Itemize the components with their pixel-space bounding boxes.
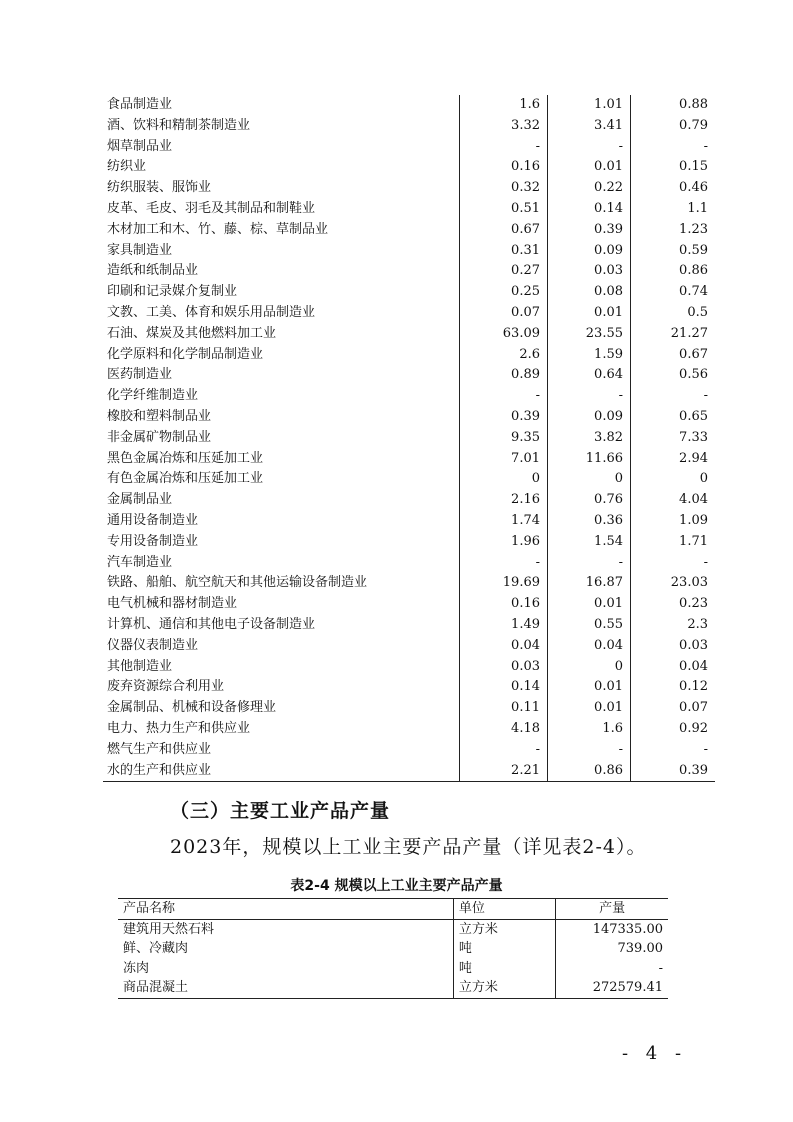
value-col3: 0.03 [631, 636, 716, 657]
value-col1: 0.89 [460, 365, 548, 386]
value-col1: 2.21 [460, 761, 548, 782]
value-col2: 0.01 [548, 677, 631, 698]
value-col3: 0.56 [631, 365, 716, 386]
product-name: 冻肉 [123, 960, 150, 976]
value-col2: 0.39 [548, 220, 631, 241]
table-row [103, 345, 715, 366]
industry-name: 有色金属冶炼和压延加工业 [107, 471, 264, 487]
industry-table-body [103, 95, 715, 782]
industry-name: 水的生产和供应业 [103, 761, 460, 782]
product-quantity: 739.00 [556, 939, 668, 959]
table-row [103, 407, 715, 428]
value-col3: 0.79 [631, 116, 716, 137]
section-heading: （三）主要工业产品产量 [170, 800, 391, 822]
value-col2: - [548, 740, 631, 761]
value-col1: 1.74 [460, 511, 548, 532]
industry-name: 石油、煤炭及其他燃料加工业 [107, 325, 277, 341]
industry-name: 废弃资源综合利用业 [107, 679, 225, 695]
industry-name: 家具制造业 [107, 242, 173, 258]
product-table-body [118, 919, 668, 998]
value-col3: 0.86 [631, 261, 716, 282]
product-name: 建筑用天然石料 [123, 921, 215, 937]
value-col2: 0.55 [548, 615, 631, 636]
value-col1: - [460, 553, 548, 574]
product-quantity: 272579.41 [556, 978, 668, 998]
value-col1: 2.6 [460, 345, 548, 366]
table-row [103, 199, 715, 220]
table-row [103, 511, 715, 532]
value-col1: 0.51 [460, 199, 548, 220]
value-col1: 1.96 [460, 532, 548, 553]
value-col3: 0 [631, 469, 716, 490]
value-col1: 9.35 [460, 428, 548, 449]
value-col2: 1.54 [548, 532, 631, 553]
industry-name: 木材加工和木、竹、藤、棕、草制品业 [107, 221, 329, 237]
industry-table [103, 95, 715, 782]
table-row [103, 178, 715, 199]
header-quantity: 产量 [556, 899, 668, 920]
industry-name: 仪器仪表制造业 [107, 637, 199, 653]
value-col2: 0.09 [548, 241, 631, 262]
product-table [118, 898, 668, 999]
product-unit: 立方米 [453, 978, 555, 998]
industry-name: 烟草制品业 [107, 138, 173, 154]
value-col2: 1.59 [548, 345, 631, 366]
value-col2: 0.08 [548, 282, 631, 303]
value-col2: 1.6 [548, 719, 631, 740]
value-col3: 0.12 [631, 677, 716, 698]
table-row [103, 282, 715, 303]
value-col1: 0.03 [460, 657, 548, 678]
industry-name: 文教、工美、体育和娱乐用品制造业 [107, 304, 316, 320]
value-col1: 0.04 [460, 636, 548, 657]
industry-name: 汽车制造业 [107, 554, 173, 570]
industry-name: 计算机、通信和其他电子设备制造业 [107, 616, 316, 632]
industry-name: 专用设备制造业 [107, 533, 199, 549]
value-col1: 0.07 [460, 303, 548, 324]
industry-name: 金属制品、机械和设备修理业 [107, 700, 277, 716]
value-col3: 1.09 [631, 511, 716, 532]
value-col1: - [460, 386, 548, 407]
value-col3: 0.65 [631, 407, 716, 428]
table-row [103, 594, 715, 615]
table-row [103, 449, 715, 470]
value-col1: 0.14 [460, 677, 548, 698]
product-unit: 吨 [453, 939, 555, 959]
value-col3: 2.3 [631, 615, 716, 636]
value-col1: 0.16 [460, 594, 548, 615]
industry-name: 皮革、毛皮、羽毛及其制品和制鞋业 [107, 200, 316, 216]
table-row [103, 95, 715, 116]
table-row [103, 157, 715, 178]
table-row [118, 959, 668, 979]
table-row [118, 919, 668, 939]
value-col2: 0.14 [548, 199, 631, 220]
industry-name: 燃气生产和供应业 [107, 741, 212, 757]
table-row [103, 636, 715, 657]
industry-name: 非金属矿物制品业 [107, 429, 212, 445]
industry-name: 金属制品业 [107, 492, 173, 508]
value-col1: 0.11 [460, 698, 548, 719]
table-row [103, 386, 715, 407]
value-col1: 1.49 [460, 615, 548, 636]
product-quantity: 147335.00 [556, 919, 668, 939]
value-col3: 21.27 [631, 324, 716, 345]
industry-name: 电气机械和器材制造业 [107, 596, 238, 612]
table-row [103, 719, 715, 740]
value-col3: 0.39 [631, 761, 716, 782]
value-col1: 0.27 [460, 261, 548, 282]
industry-name: 橡胶和塑料制品业 [107, 408, 212, 424]
value-col1: 0 [460, 469, 548, 490]
value-col3: - [631, 386, 716, 407]
industry-name: 纺织服装、服饰业 [107, 180, 212, 196]
value-col3: - [631, 137, 716, 158]
value-col1: 4.18 [460, 719, 548, 740]
table-row [103, 532, 715, 553]
value-col2: 0.01 [548, 157, 631, 178]
product-unit: 吨 [453, 959, 555, 979]
value-col1: - [460, 740, 548, 761]
value-col3: 0.67 [631, 345, 716, 366]
value-col3: - [631, 740, 716, 761]
industry-name: 纺织业 [107, 159, 147, 175]
value-col2: 0.04 [548, 636, 631, 657]
value-col2: 11.66 [548, 449, 631, 470]
industry-name: 酒、饮料和精制茶制造业 [107, 117, 251, 133]
value-col2: 0.01 [548, 698, 631, 719]
value-col1: 0.39 [460, 407, 548, 428]
value-col1: 19.69 [460, 573, 548, 594]
value-col2: 0.22 [548, 178, 631, 199]
header-product-name: 产品名称 [118, 899, 453, 920]
product-unit: 立方米 [453, 919, 555, 939]
table-caption: 表2-4 规模以上工业主要产品产量 [290, 878, 503, 894]
value-col3: 0.15 [631, 157, 716, 178]
table-row [103, 365, 715, 386]
value-col2: 0.76 [548, 490, 631, 511]
value-col1: 0.25 [460, 282, 548, 303]
table-row [103, 137, 715, 158]
industry-name: 通用设备制造业 [107, 512, 199, 528]
value-col1: 63.09 [460, 324, 548, 345]
table-row [103, 241, 715, 262]
table-row [103, 573, 715, 594]
value-col3: 0.04 [631, 657, 716, 678]
industry-name: 印刷和记录媒介复制业 [107, 284, 238, 300]
table-row [103, 740, 715, 761]
table-row [103, 490, 715, 511]
value-col2: 3.82 [548, 428, 631, 449]
product-quantity: - [556, 959, 668, 979]
industry-name: 化学原料和化学制品制造业 [107, 346, 264, 362]
industry-name: 化学纤维制造业 [107, 388, 199, 404]
value-col2: 0.36 [548, 511, 631, 532]
value-col2: 1.01 [548, 95, 631, 116]
table-row [103, 303, 715, 324]
value-col2: 0.01 [548, 303, 631, 324]
table-row [103, 615, 715, 636]
value-col2: 16.87 [548, 573, 631, 594]
value-col2: - [548, 553, 631, 574]
value-col2: - [548, 386, 631, 407]
value-col3: 0.07 [631, 698, 716, 719]
value-col2: - [548, 137, 631, 158]
value-col2: 3.41 [548, 116, 631, 137]
value-col3: 1.23 [631, 220, 716, 241]
table-row [103, 220, 715, 241]
industry-name: 电力、热力生产和供应业 [107, 720, 251, 736]
value-col1: 2.16 [460, 490, 548, 511]
table-row [118, 978, 668, 998]
value-col3: 0.92 [631, 719, 716, 740]
product-name: 商品混凝土 [118, 978, 453, 998]
table-row [118, 939, 668, 959]
value-col2: 0 [548, 657, 631, 678]
value-col1: 7.01 [460, 449, 548, 470]
table-row [103, 324, 715, 345]
value-col3: 0.46 [631, 178, 716, 199]
value-col2: 0.86 [548, 761, 631, 782]
value-col3: 0.88 [631, 95, 716, 116]
value-col3: 1.71 [631, 532, 716, 553]
value-col3: 0.74 [631, 282, 716, 303]
product-table-header-row [118, 899, 668, 920]
value-col3: 2.94 [631, 449, 716, 470]
value-col3: 0.23 [631, 594, 716, 615]
value-col2: 0.09 [548, 407, 631, 428]
table-row [103, 261, 715, 282]
value-col2: 23.55 [548, 324, 631, 345]
value-col1: 1.6 [460, 95, 548, 116]
industry-name: 铁路、船舶、航空航天和其他运输设备制造业 [107, 575, 368, 591]
table-row [103, 657, 715, 678]
value-col3: - [631, 553, 716, 574]
industry-name: 其他制造业 [107, 658, 173, 674]
value-col2: 0.01 [548, 594, 631, 615]
industry-name: 医药制造业 [107, 367, 173, 383]
table-row [103, 553, 715, 574]
value-col2: 0.64 [548, 365, 631, 386]
value-col3: 4.04 [631, 490, 716, 511]
value-col1: 0.67 [460, 220, 548, 241]
value-col2: 0.03 [548, 261, 631, 282]
industry-name: 造纸和纸制品业 [107, 263, 199, 279]
table-row [103, 761, 715, 782]
value-col3: 1.1 [631, 199, 716, 220]
table-row [103, 428, 715, 449]
value-col1: 0.32 [460, 178, 548, 199]
product-name: 鲜、冷藏肉 [123, 941, 189, 956]
table-row [103, 116, 715, 137]
page-number: - 4 - [622, 1043, 688, 1064]
value-col3: 7.33 [631, 428, 716, 449]
value-col1: 3.32 [460, 116, 548, 137]
value-col1: - [460, 137, 548, 158]
value-col2: 0 [548, 469, 631, 490]
value-col3: 0.5 [631, 303, 716, 324]
value-col3: 23.03 [631, 573, 716, 594]
section-paragraph: 2023年，规模以上工业主要产品产量（详见表2-4）。 [170, 836, 647, 858]
table-row [103, 698, 715, 719]
header-unit: 单位 [453, 899, 555, 920]
table-row [103, 677, 715, 698]
value-col3: 0.59 [631, 241, 716, 262]
value-col1: 0.16 [460, 157, 548, 178]
table-row [103, 469, 715, 490]
value-col1: 0.31 [460, 241, 548, 262]
industry-name: 黑色金属冶炼和压延加工业 [107, 450, 264, 466]
industry-name: 食品制造业 [107, 97, 173, 112]
